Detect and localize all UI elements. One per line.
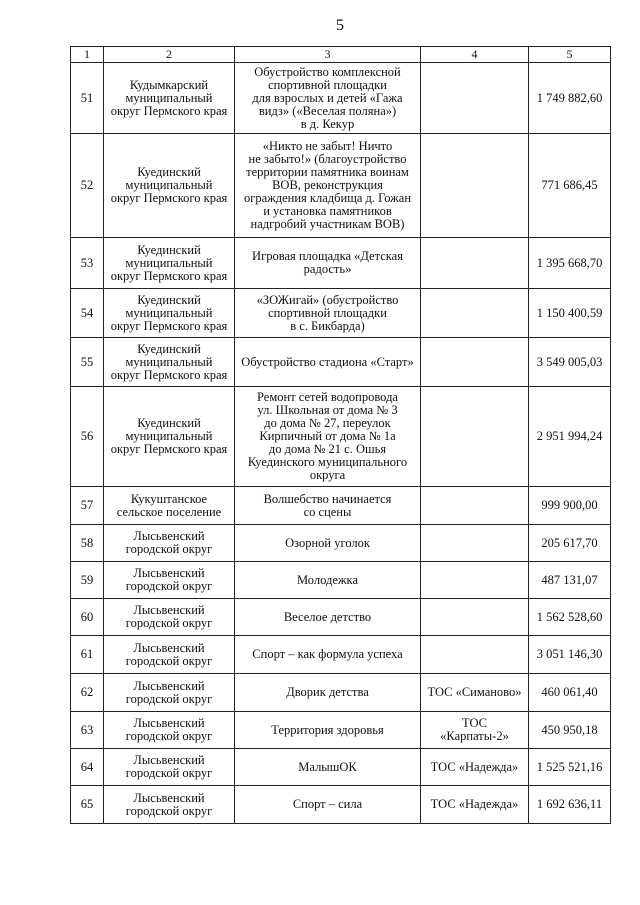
- row-number-cell: 60: [71, 599, 104, 636]
- table-row: [71, 749, 611, 786]
- row-number-cell: 55: [71, 338, 104, 387]
- cell-line: радость»: [303, 262, 352, 276]
- cell-line: муниципальный: [125, 305, 213, 320]
- header-cell-col4: 4: [421, 47, 529, 63]
- table-row: [71, 387, 611, 487]
- cell-line: сельское поселение: [116, 504, 222, 519]
- amount-cell: 450 950,18: [529, 712, 611, 749]
- cell-line: городской округ: [125, 542, 213, 556]
- row-number-cell: 62: [71, 674, 104, 712]
- project-name-cell: [235, 562, 421, 599]
- cell-line: Ремонт сетей водопровода: [257, 390, 398, 404]
- cell-line: округ Пермского края: [110, 318, 228, 333]
- tos-cell: [421, 63, 529, 134]
- table-row: [71, 562, 611, 599]
- header-cell-col1: 1: [71, 47, 104, 63]
- project-name-cell: [235, 674, 421, 712]
- tos-cell: [421, 749, 529, 786]
- municipality-cell: [104, 63, 235, 134]
- cell-line: Кукуштанское: [130, 491, 208, 506]
- row-number-cell: 57: [71, 487, 104, 525]
- cell-line: Игровая площадка «Детская: [252, 249, 403, 263]
- cell-line: ул. Школьная от дома № 3: [257, 403, 398, 417]
- row-number-cell: 64: [71, 749, 104, 786]
- cell-line: Куединский: [137, 242, 201, 257]
- cell-line: Обустройство стадиона «Старт»: [241, 354, 414, 369]
- amount-cell: 1 525 521,16: [529, 749, 611, 786]
- municipality-cell: [104, 599, 235, 636]
- municipality-cell: [104, 238, 235, 289]
- table-row: [71, 238, 611, 289]
- table-row: [71, 134, 611, 238]
- table-row: [71, 674, 611, 712]
- table-row: [71, 63, 611, 134]
- tos-cell: [421, 674, 529, 712]
- cell-line: Спорт – сила: [292, 797, 363, 811]
- cell-line: в с. Бикбарда): [290, 318, 365, 333]
- cell-line: округ Пермского края: [110, 367, 228, 382]
- header-cell-col5: 5: [529, 47, 611, 63]
- cell-line: до дома № 21 с. Ошья: [268, 442, 387, 456]
- municipality-cell: [104, 562, 235, 599]
- municipality-cell: [104, 749, 235, 786]
- project-name-cell: [235, 63, 421, 134]
- project-name-cell: [235, 134, 421, 238]
- municipality-cell: [104, 134, 235, 238]
- municipality-cell: [104, 786, 235, 824]
- cell-line: городской округ: [125, 616, 213, 630]
- table-row: [71, 636, 611, 674]
- cell-line: Лысьвенский: [133, 640, 205, 655]
- cell-line: и установка памятников: [263, 204, 392, 218]
- cell-line: Обустройство комплексной: [254, 64, 401, 79]
- row-number-cell: 65: [71, 786, 104, 824]
- tos-cell: [421, 487, 529, 525]
- municipality-cell: [104, 387, 235, 487]
- cell-line: Лысьвенский: [133, 566, 205, 580]
- cell-line: Кирпичный от дома № 1а: [259, 429, 396, 443]
- cell-line: Куединского муниципального: [247, 455, 408, 469]
- row-number-cell: 58: [71, 525, 104, 562]
- amount-cell: 1 692 636,11: [529, 786, 611, 824]
- project-name-cell: [235, 289, 421, 338]
- cell-line: Волшебство начинается: [263, 491, 392, 506]
- cell-line: округ Пермского края: [110, 442, 228, 456]
- cell-line: округа: [309, 468, 346, 482]
- cell-line: МалышОК: [298, 759, 357, 774]
- tos-cell: [421, 562, 529, 599]
- cell-line: муниципальный: [125, 354, 213, 369]
- amount-cell: 487 131,07: [529, 562, 611, 599]
- tos-cell: [421, 786, 529, 824]
- amount-cell: 1 150 400,59: [529, 289, 611, 338]
- cell-line: ВОВ, реконструкция: [272, 178, 383, 192]
- tos-cell: [421, 636, 529, 674]
- project-name-cell: [235, 487, 421, 525]
- header-cell-col2: 2: [104, 47, 235, 63]
- table-row: [71, 338, 611, 387]
- cell-line: округ Пермского края: [110, 103, 228, 118]
- cell-line: ограждения кладбища д. Гожан: [243, 191, 412, 205]
- project-name-cell: [235, 599, 421, 636]
- table-row: [71, 487, 611, 525]
- cell-line: спортивной площадки: [268, 305, 387, 320]
- cell-line: округ Пермского края: [110, 268, 228, 283]
- cell-line: надгробий участникам ВОВ): [250, 217, 405, 231]
- cell-line: муниципальный: [125, 255, 213, 270]
- municipality-cell: [104, 525, 235, 562]
- cell-line: для взрослых и детей «Гажа: [252, 90, 403, 105]
- tos-cell: [421, 712, 529, 749]
- amount-cell: 205 617,70: [529, 525, 611, 562]
- municipality-cell: [104, 674, 235, 712]
- tos-cell: [421, 599, 529, 636]
- amount-cell: 3 051 146,30: [529, 636, 611, 674]
- cell-line: Веселое детство: [283, 609, 372, 624]
- amount-cell: 460 061,40: [529, 674, 611, 712]
- cell-line: со сцены: [303, 504, 352, 519]
- cell-line: территории памятника воинам: [246, 165, 409, 179]
- cell-line: Куединский: [137, 292, 201, 307]
- cell-line: Куединский: [137, 341, 201, 356]
- table-row: [71, 289, 611, 338]
- amount-cell: 999 900,00: [529, 487, 611, 525]
- project-name-cell: [235, 338, 421, 387]
- project-name-cell: [235, 525, 421, 562]
- cell-line: «ЗОЖигай» (обустройство: [256, 292, 399, 307]
- amount-cell: 3 549 005,03: [529, 338, 611, 387]
- tos-cell: [421, 289, 529, 338]
- row-number-cell: 61: [71, 636, 104, 674]
- projects-table: [70, 46, 611, 824]
- cell-line: городской округ: [125, 803, 213, 818]
- cell-line: Молодежка: [297, 572, 358, 587]
- row-number-cell: 53: [71, 238, 104, 289]
- project-name-cell: [235, 712, 421, 749]
- cell-line: Лысьвенский: [133, 790, 205, 805]
- cell-line: «Карпаты-2»: [440, 729, 509, 743]
- cell-line: «Никто не забыт! Ничто: [262, 139, 393, 153]
- tos-cell: [421, 134, 529, 238]
- amount-cell: 1 562 528,60: [529, 599, 611, 636]
- tos-cell: [421, 387, 529, 487]
- tos-cell: [421, 525, 529, 562]
- amount-cell: 771 686,45: [529, 134, 611, 238]
- table-row: [71, 712, 611, 749]
- cell-line: городской округ: [125, 653, 213, 668]
- header-row: [71, 47, 611, 63]
- cell-line: видз» («Веселая поляна»): [258, 103, 397, 118]
- municipality-cell: [104, 712, 235, 749]
- project-name-cell: [235, 238, 421, 289]
- project-name-cell: [235, 387, 421, 487]
- amount-cell: 2 951 994,24: [529, 387, 611, 487]
- page-number: 5: [336, 17, 344, 34]
- cell-line: спортивной площадки: [268, 77, 387, 92]
- row-number-cell: 59: [71, 562, 104, 599]
- amount-cell: 1 749 882,60: [529, 63, 611, 134]
- cell-line: муниципальный: [125, 90, 213, 105]
- municipality-cell: [104, 636, 235, 674]
- cell-line: Куединский: [137, 416, 201, 430]
- cell-line: ТОС «Надежда»: [430, 797, 519, 811]
- cell-line: ТОС «Надежда»: [430, 759, 519, 774]
- project-name-cell: [235, 786, 421, 824]
- cell-line: округ Пермского края: [110, 191, 228, 205]
- row-number-cell: 54: [71, 289, 104, 338]
- header-cell-col3: 3: [235, 47, 421, 63]
- cell-line: Лысьвенский: [133, 603, 205, 617]
- tos-cell: [421, 338, 529, 387]
- cell-line: городской округ: [125, 579, 213, 593]
- cell-line: Куединский: [137, 165, 201, 179]
- cell-line: в д. Кекур: [300, 116, 355, 131]
- tos-cell: [421, 238, 529, 289]
- cell-line: ТОС «Симаново»: [427, 685, 522, 699]
- project-name-cell: [235, 636, 421, 674]
- municipality-cell: [104, 338, 235, 387]
- cell-line: городской округ: [125, 729, 213, 743]
- row-number-cell: 51: [71, 63, 104, 134]
- cell-line: Кудымкарский: [129, 77, 209, 92]
- cell-line: Озорной уголок: [285, 535, 370, 550]
- project-name-cell: [235, 749, 421, 786]
- cell-line: до дома № 27, переулок: [264, 416, 391, 430]
- cell-line: не забыто!» (благоустройство: [248, 152, 407, 166]
- cell-line: городской округ: [125, 691, 213, 706]
- table-row: [71, 599, 611, 636]
- amount-cell: 1 395 668,70: [529, 238, 611, 289]
- table-row: [71, 786, 611, 824]
- row-number-cell: 56: [71, 387, 104, 487]
- municipality-cell: [104, 487, 235, 525]
- cell-line: муниципальный: [125, 429, 213, 443]
- table-row: [71, 525, 611, 562]
- cell-line: Лысьвенский: [133, 716, 205, 730]
- cell-line: Лысьвенский: [133, 678, 205, 693]
- cell-line: городской округ: [125, 766, 213, 780]
- cell-line: ТОС: [462, 716, 487, 730]
- municipality-cell: [104, 289, 235, 338]
- cell-line: Лысьвенский: [133, 529, 205, 543]
- cell-line: Спорт – как формула успеха: [252, 647, 403, 661]
- row-number-cell: 52: [71, 134, 104, 238]
- cell-line: Территория здоровья: [271, 722, 384, 737]
- cell-line: Дворик детства: [286, 685, 369, 699]
- row-number-cell: 63: [71, 712, 104, 749]
- cell-line: Лысьвенский: [133, 753, 205, 767]
- cell-line: муниципальный: [125, 178, 213, 192]
